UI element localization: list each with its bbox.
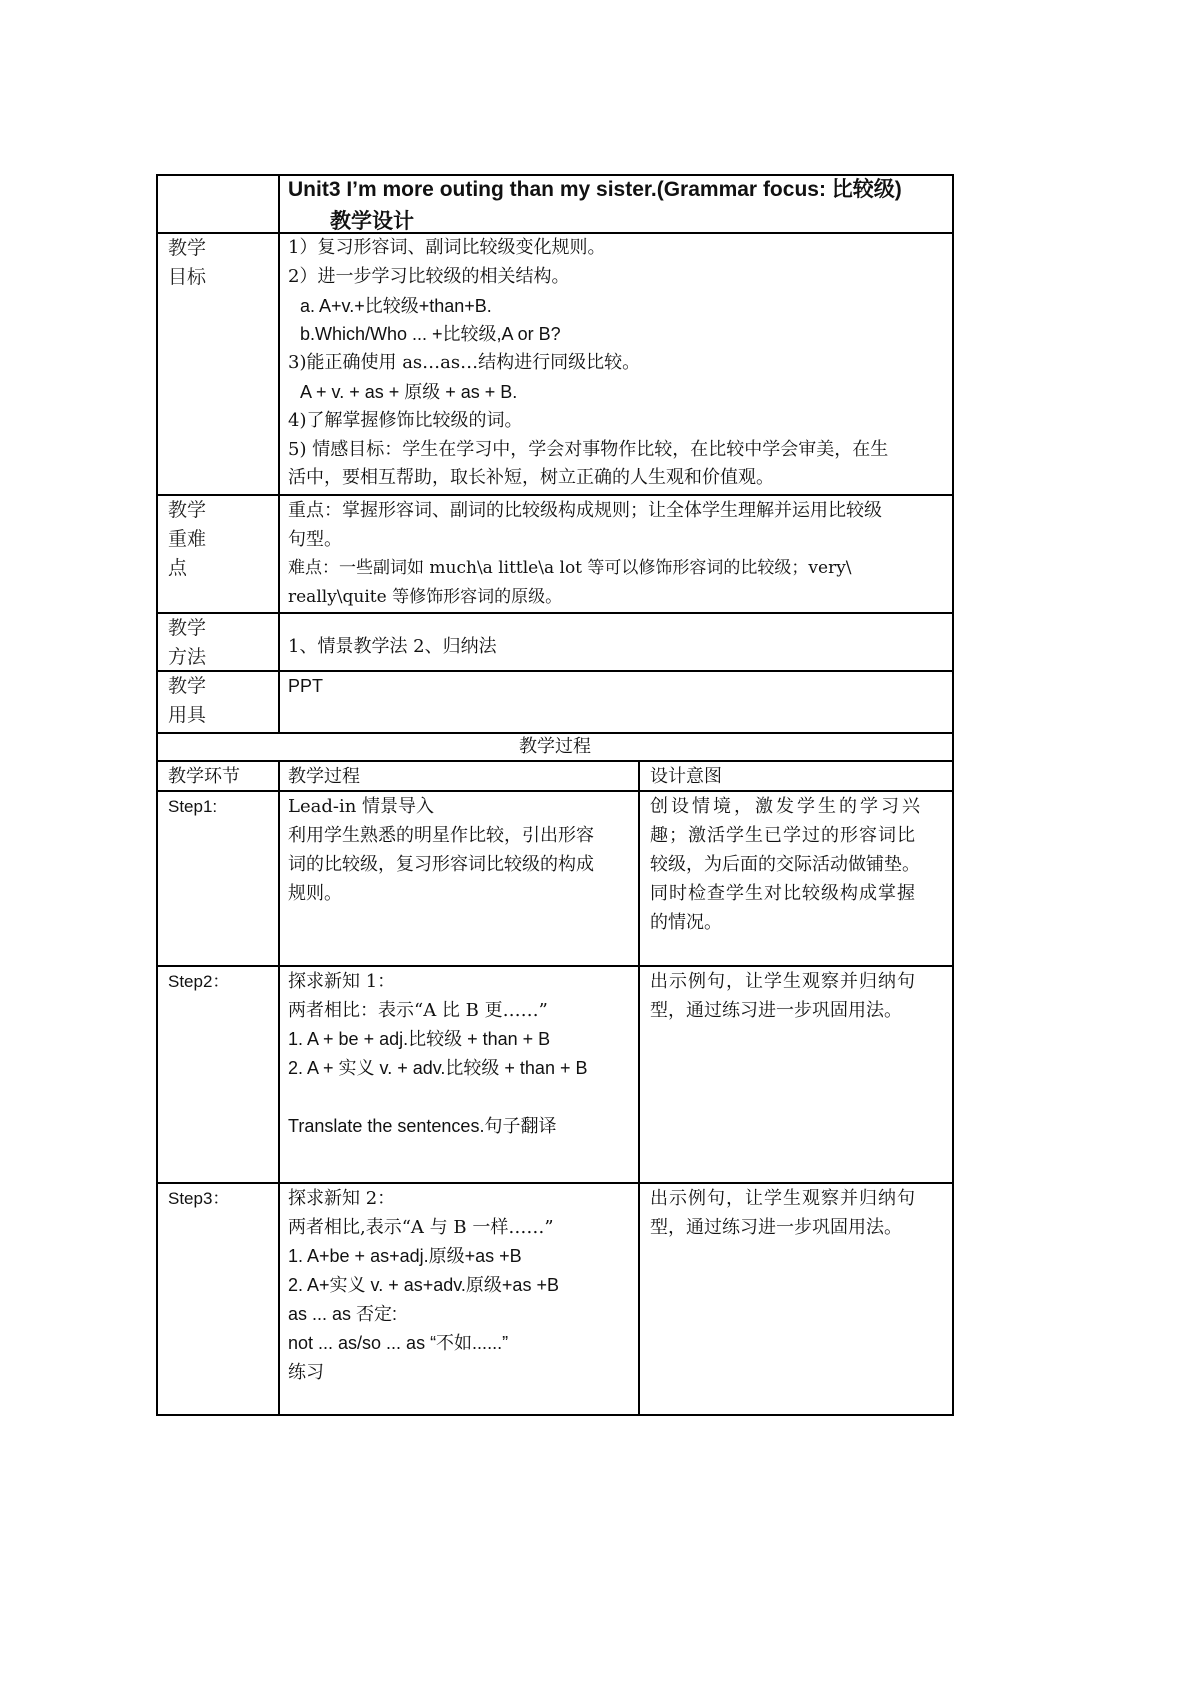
column-divider xyxy=(278,174,280,734)
step-process: 探求新知 2： 两者相比,表示“A 与 B 一样……” 1. A+be + as+adj.原级+as +B 2. A+实义 v. + as+adv.原级+as +B as ... as 否定: not ... as/so ... as “不如......” 练习 xyxy=(288,1188,559,1383)
table-border-bottom xyxy=(156,1414,954,1416)
table-border-right xyxy=(952,174,954,1416)
tools-label: 教学 用具 xyxy=(168,675,207,726)
title-line-1: Unit3 I’m more outing than my sister.(Grammar focus: 比较级) xyxy=(288,178,902,201)
objective-item: b.Which/Who ... +比较级,A or B? xyxy=(300,324,561,345)
column-divider xyxy=(278,760,280,1416)
key-point-line: 重点：掌握形容词、副词的比较级构成规则；让全体学生理解并运用比较级 xyxy=(288,500,882,521)
step-label: Step2： xyxy=(168,972,230,991)
objective-item: A + v. + as + 原级 + as + B. xyxy=(300,381,518,402)
step-process: 探求新知 1： 两者相比：表示“A 比 B 更……” 1. A + be + adj.比较级 + than + B 2. A + 实义 v. + adv.比较级 + than + B Translate the sentences.句子翻译 xyxy=(288,971,588,1136)
objective-item: 3)能正确使用 as…as…结构进行同级比较。 xyxy=(288,352,641,374)
objective-item: 5) 情感目标：学生在学习中，学会对事物作比较，在比较中学会审美，在生 xyxy=(288,438,889,460)
objective-item: 活中，要相互帮助，取长补短，树立正确的人生观和价值观。 xyxy=(288,467,774,489)
tools-value: PPT xyxy=(288,676,324,696)
objective-item: 4)了解掌握修饰比较级的词。 xyxy=(288,409,523,431)
column-header-step: 教学环节 xyxy=(168,766,240,787)
document-title xyxy=(288,174,902,238)
objectives-content xyxy=(288,234,888,493)
title-line-2: 教学设计 xyxy=(330,210,414,233)
key-points-content xyxy=(288,496,882,612)
row-divider xyxy=(156,670,954,672)
table-border-left xyxy=(156,174,158,1416)
row-divider xyxy=(156,612,954,614)
key-points-label: 教学 重难 点 xyxy=(168,499,207,579)
methods-value: 1、情景教学法 2、归纳法 xyxy=(288,636,497,657)
key-point-line: 难点：一些副词如 much\a little\a lot 等可以修饰形容词的比较级；very\ xyxy=(288,558,852,578)
step-label: Step3： xyxy=(168,1189,230,1208)
step-intent: 创设情境，激发学生的学习兴 趣；激活学生已学过的形容词比 较级，为后面的交际活动做铺垫。 同时检查学生对比较级构成掌握 的情况。 xyxy=(650,796,923,933)
step-label: Step1: xyxy=(168,797,218,816)
step-process: Lead-in 情景导入 利用学生熟悉的明星作比较，引出形容 词的比较级，复习形容词比较级的构成 规则。 xyxy=(288,796,594,904)
key-point-line: 句型。 xyxy=(288,529,342,550)
key-point-line: really\quite 等修饰形容词的原级。 xyxy=(288,587,563,607)
column-header-intent: 设计意图 xyxy=(650,766,722,787)
objective-item: 2）进一步学习比较级的相关结构。 xyxy=(288,265,570,287)
objective-item: 1）复习形容词、副词比较级变化规则。 xyxy=(288,237,606,258)
step-intent: 出示例句，让学生观察并归纳句 型，通过练习进一步巩固用法。 xyxy=(650,1188,916,1238)
process-section-title: 教学过程 xyxy=(519,736,591,757)
objective-item: a. A+v.+比较级+than+B. xyxy=(300,295,492,316)
objectives-label: 教学 目标 xyxy=(168,237,207,288)
column-header-process: 教学过程 xyxy=(288,766,360,787)
step-intent: 出示例句，让学生观察并归纳句 型，通过练习进一步巩固用法。 xyxy=(650,971,916,1021)
column-divider xyxy=(638,760,640,1416)
methods-label: 教学 方法 xyxy=(168,617,207,668)
